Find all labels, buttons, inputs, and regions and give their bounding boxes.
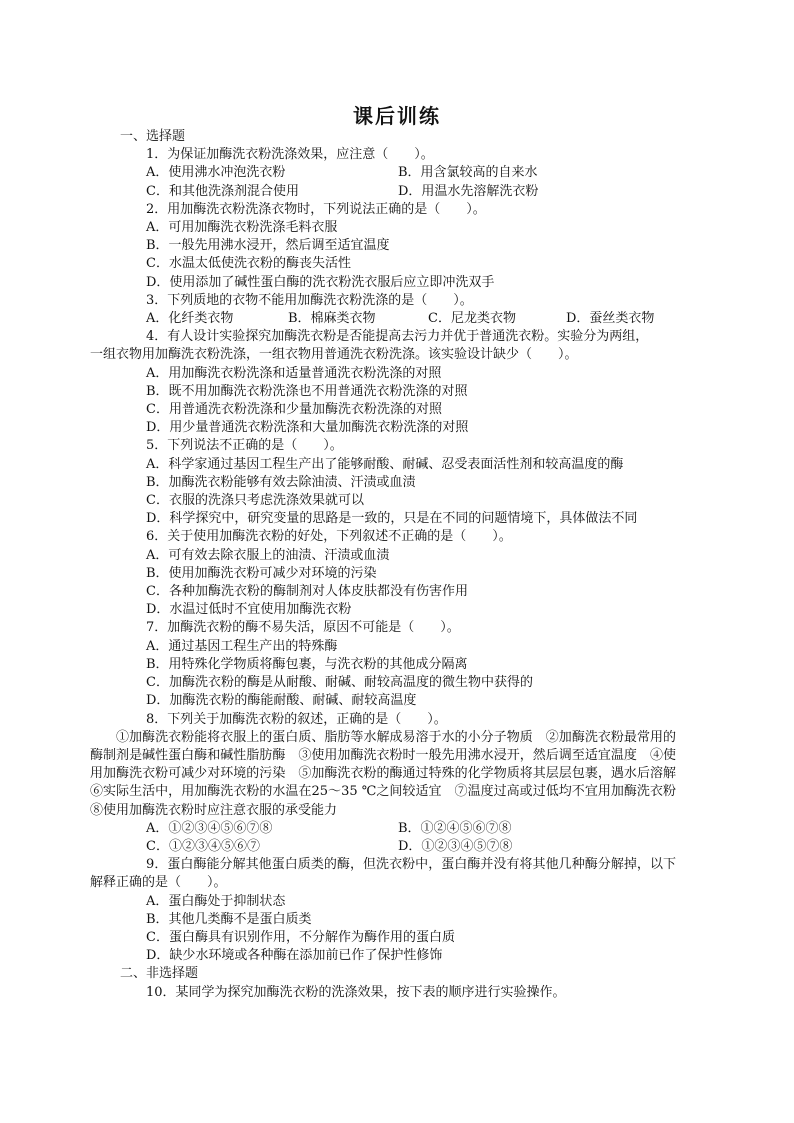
question-stem: 1．为保证加酶洗衣粉洗涤效果，应注意（ ）。 [146,147,434,163]
option: A．用加酶洗衣粉洗涤和适量普通洗衣粉洗涤的对照 [146,365,442,381]
option: C．和其他洗涤剂混合使用 [146,183,299,199]
option-row [120,183,676,201]
option: D．用少量普通洗衣粉洗涤和大量加酶洗衣粉洗涤的对照 [146,420,469,436]
question-stem: 5．下列说法不正确的是（ ）。 [146,438,343,454]
option: B．一般先用沸水浸开，然后调至适宜温度 [146,238,390,254]
option: C．加酶洗衣粉的酶是从耐酸、耐碱、耐较高温度的微生物中获得的 [146,675,533,691]
option: C．水温太低使洗衣粉的酶丧失活性 [146,256,351,272]
option: A．使用沸水冲泡洗衣粉 [146,165,286,181]
question-stem: 8．下列关于加酶洗衣粉的叙述，正确的是（ ）。 [146,711,447,727]
question-stem: 7．加酶洗衣粉的酶不易失活，原因不可能是（ ）。 [146,620,460,636]
option: D．①②③④⑤⑦⑧ [398,838,513,854]
option-row [120,838,676,856]
option: D．缺少水环境或各种酶在添加前已作了保护性修饰 [146,948,443,964]
option: B．①②④⑤⑥⑦⑧ [398,820,512,836]
question-stem-continued: 一组衣物用加酶洗衣粉洗涤，一组衣物用普通洗衣粉洗涤。该实验设计缺少（ ）。 [90,347,578,363]
question-stem: 3．下列质地的衣物不能用加酶洗衣粉洗涤的是（ ）。 [146,292,473,308]
option-row [120,310,676,328]
option: A．可有效去除衣服上的油渍、汗渍或血渍 [146,547,390,563]
option: B．使用加酶洗衣粉可减少对环境的污染 [146,565,377,581]
option: A．①②③④⑤⑥⑦⑧ [146,820,273,836]
question-stem: 2．用加酶洗衣粉洗涤衣物时，下列说法正确的是（ ）。 [146,201,486,217]
option: D．科学探究中，研究变量的思路是一致的，只是在不同的问题情境下，具体做法不同 [146,511,638,527]
option: A．可用加酶洗衣粉洗涤毛料衣服 [146,220,338,236]
option: D．使用添加了碱性蛋白酶的洗衣粉洗衣服后应立即冲洗双手 [146,274,495,290]
option: C．①②③④⑤⑥⑦ [146,838,260,854]
option: C．衣服的洗涤只考虑洗涤效果就可以 [146,493,364,509]
option: A．蛋白酶处于抑制状态 [146,893,286,909]
option: B．用特殊化学物质将酶包裹，与洗衣粉的其他成分隔离 [146,656,468,672]
option: C．用普通洗衣粉洗涤和少量加酶洗衣粉洗涤的对照 [146,402,442,418]
question-stem: 6．关于使用加酶洗衣粉的好处，下列叙述不正确的是（ ）。 [146,529,512,545]
option: B．棉麻类衣物 [288,311,376,327]
option-row [120,820,676,838]
option: D．加酶洗衣粉的酶能耐酸、耐碱、耐较高温度 [146,693,417,709]
option: C．尼龙类衣物 [428,311,516,327]
option: D．水温过低时不宜使用加酶洗衣粉 [146,602,352,618]
option: C．蛋白酶具有识别作用，不分解作为酶作用的蛋白质 [146,929,455,945]
option: D．用温水先溶解洗衣粉 [398,183,539,199]
option: A．化纤类衣物 [146,311,234,327]
statement-list: ①加酶洗衣粉能将衣服上的蛋白质、脂肪等水解成易溶于水的小分子物质 ②加酶洗衣粉最常用的酶制剂是碱性蛋白酶和碱性脂肪酶 ③使用加酶洗衣粉时一般先用沸水浸开，然后调至适宜温度 ④使用加酶洗衣粉可减少对环境的污染 ⑤加酶洗衣粉的酶通过特殊的化学物质将其层层包裹，遇水后溶解 ⑥实际生活中，用加酶洗衣粉的水温在25～35 ℃之间较适宜 ⑦温度过高或过低均不宜用加酶洗衣粉 ⑧使用加酶洗衣粉时应注意衣服的承受能力 [90,729,690,818]
option: A．通过基因工程生产出的特殊酶 [146,638,338,654]
section-heading: 一、选择题 [120,129,186,144]
option-row [120,164,676,182]
option: D．蚕丝类衣物 [566,311,655,327]
option: B．用含氯较高的自来水 [398,165,538,181]
option: A．科学家通过基因工程生产出了能够耐酸、耐碱、忍受表面活性剂和较高温度的酶 [146,456,624,472]
page-title: 课后训练 [353,104,441,128]
option: C．各种加酶洗衣粉的酶制剂对人体皮肤都没有伤害作用 [146,584,468,600]
option: B．既不用加酶洗衣粉洗涤也不用普通洗衣粉洗涤的对照 [146,383,468,399]
question-stem: 9．蛋白酶能分解其他蛋白质类的酶，但洗衣粉中，蛋白酶并没有将其他几种酶分解掉，以下解释正确的是（ ）。 [90,857,676,891]
option: B．其他几类酶不是蛋白质类 [146,911,312,927]
worksheet-body [90,128,690,1002]
question-stem: 10．某同学为探究加酶洗衣粉的洗涤效果，按下表的顺序进行实验操作。 [146,984,566,1000]
section-heading: 二、非选择题 [120,966,199,982]
option: B．加酶洗衣粉能够有效去除油渍、汗渍或血渍 [146,474,416,490]
question-stem: 4．有人设计实验探究加酶洗衣粉是否能提高去污力并优于普通洗衣粉。实验分为两组， [146,329,649,345]
